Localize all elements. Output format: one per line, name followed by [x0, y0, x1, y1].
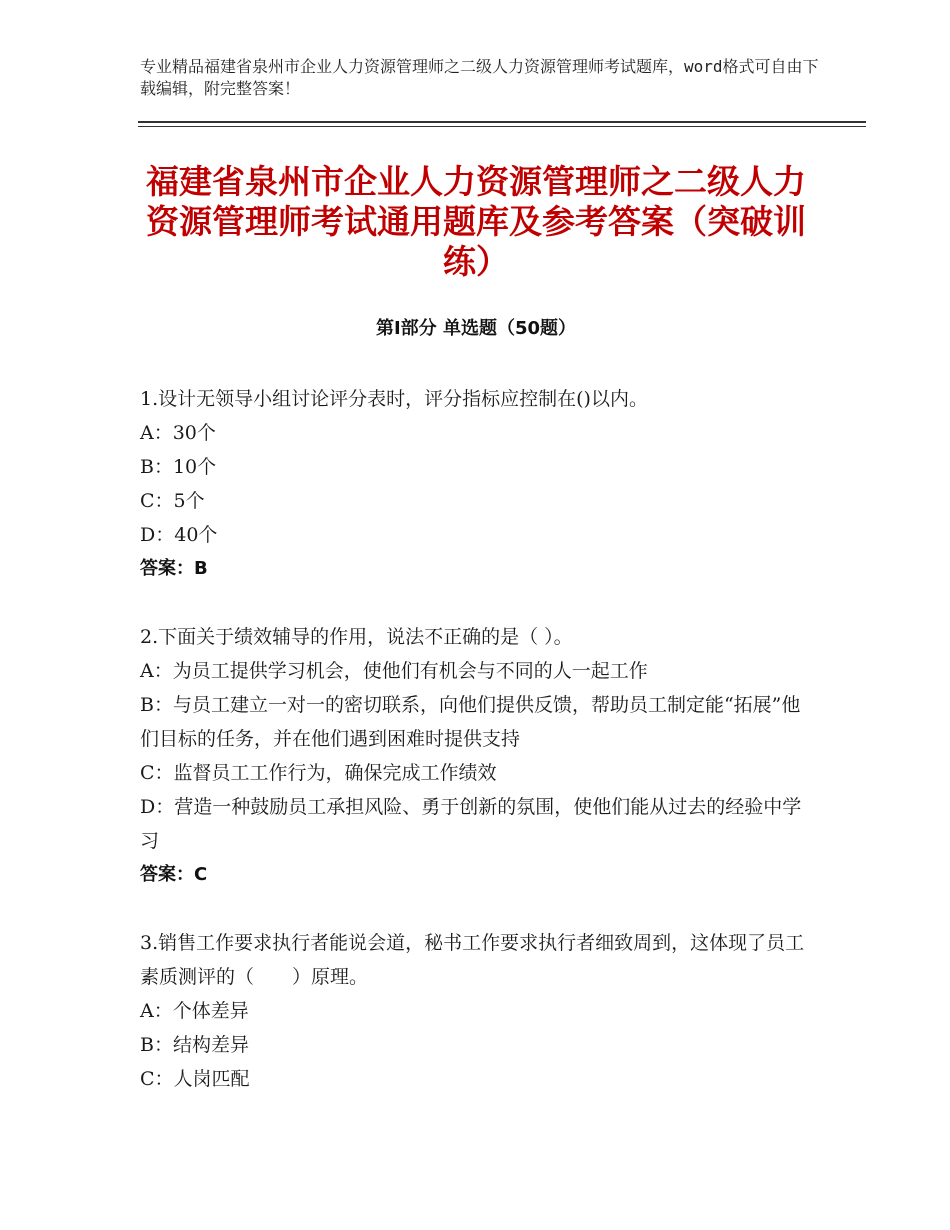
question-option: C：5个 — [140, 490, 205, 512]
document-title: 福建省泉州市企业人力资源管理师之二级人力资源管理师考试通用题库及参考答案（突破训练） — [146, 162, 806, 281]
question-stem: 2.下面关于绩效辅导的作用，说法不正确的是（ ）。 — [140, 626, 573, 648]
question-answer: 答案：C — [140, 864, 208, 885]
question-option: B：结构差异 — [140, 1034, 249, 1056]
question-stem: 3.销售工作要求执行者能说会道，秘书工作要求执行者细致周到，这体现了员工素质测评的（ ）原理。 — [140, 932, 805, 988]
question-option: A：个体差异 — [140, 1000, 249, 1022]
header-rule-thin — [138, 126, 866, 127]
question-stem: 1.设计无领导小组讨论评分表时，评分指标应控制在()以内。 — [140, 388, 648, 410]
question-option: C：监督员工工作行为，确保完成工作绩效 — [140, 762, 497, 784]
question-list — [140, 382, 810, 1130]
question-option: D：40个 — [140, 524, 218, 546]
question-option: C：人岗匹配 — [140, 1068, 250, 1090]
header-note: 专业精品福建省泉州市企业人力资源管理师之二级人力资源管理师考试题库，word格式可自由下载编辑，附完整答案！ — [140, 57, 819, 98]
question-item — [140, 382, 810, 586]
question-option: B：与员工建立一对一的密切联系，向他们提供反馈，帮助员工制定能“拓展”他们目标的任务，并在他们遇到困难时提供支持 — [140, 694, 801, 750]
question-option: A：为员工提供学习机会，使他们有机会与不同的人一起工作 — [140, 660, 648, 682]
question-option: B：10个 — [140, 456, 217, 478]
question-option: A：30个 — [140, 422, 216, 444]
question-answer: 答案：B — [140, 558, 208, 579]
header-rule-thick — [138, 121, 866, 123]
question-item — [140, 620, 810, 892]
section-title: 第Ⅰ部分 单选题（50题） — [375, 318, 576, 339]
question-option: D：营造一种鼓励员工承担风险、勇于创新的氛围，使他们能从过去的经验中学习 — [140, 796, 802, 852]
question-item — [140, 926, 810, 1096]
